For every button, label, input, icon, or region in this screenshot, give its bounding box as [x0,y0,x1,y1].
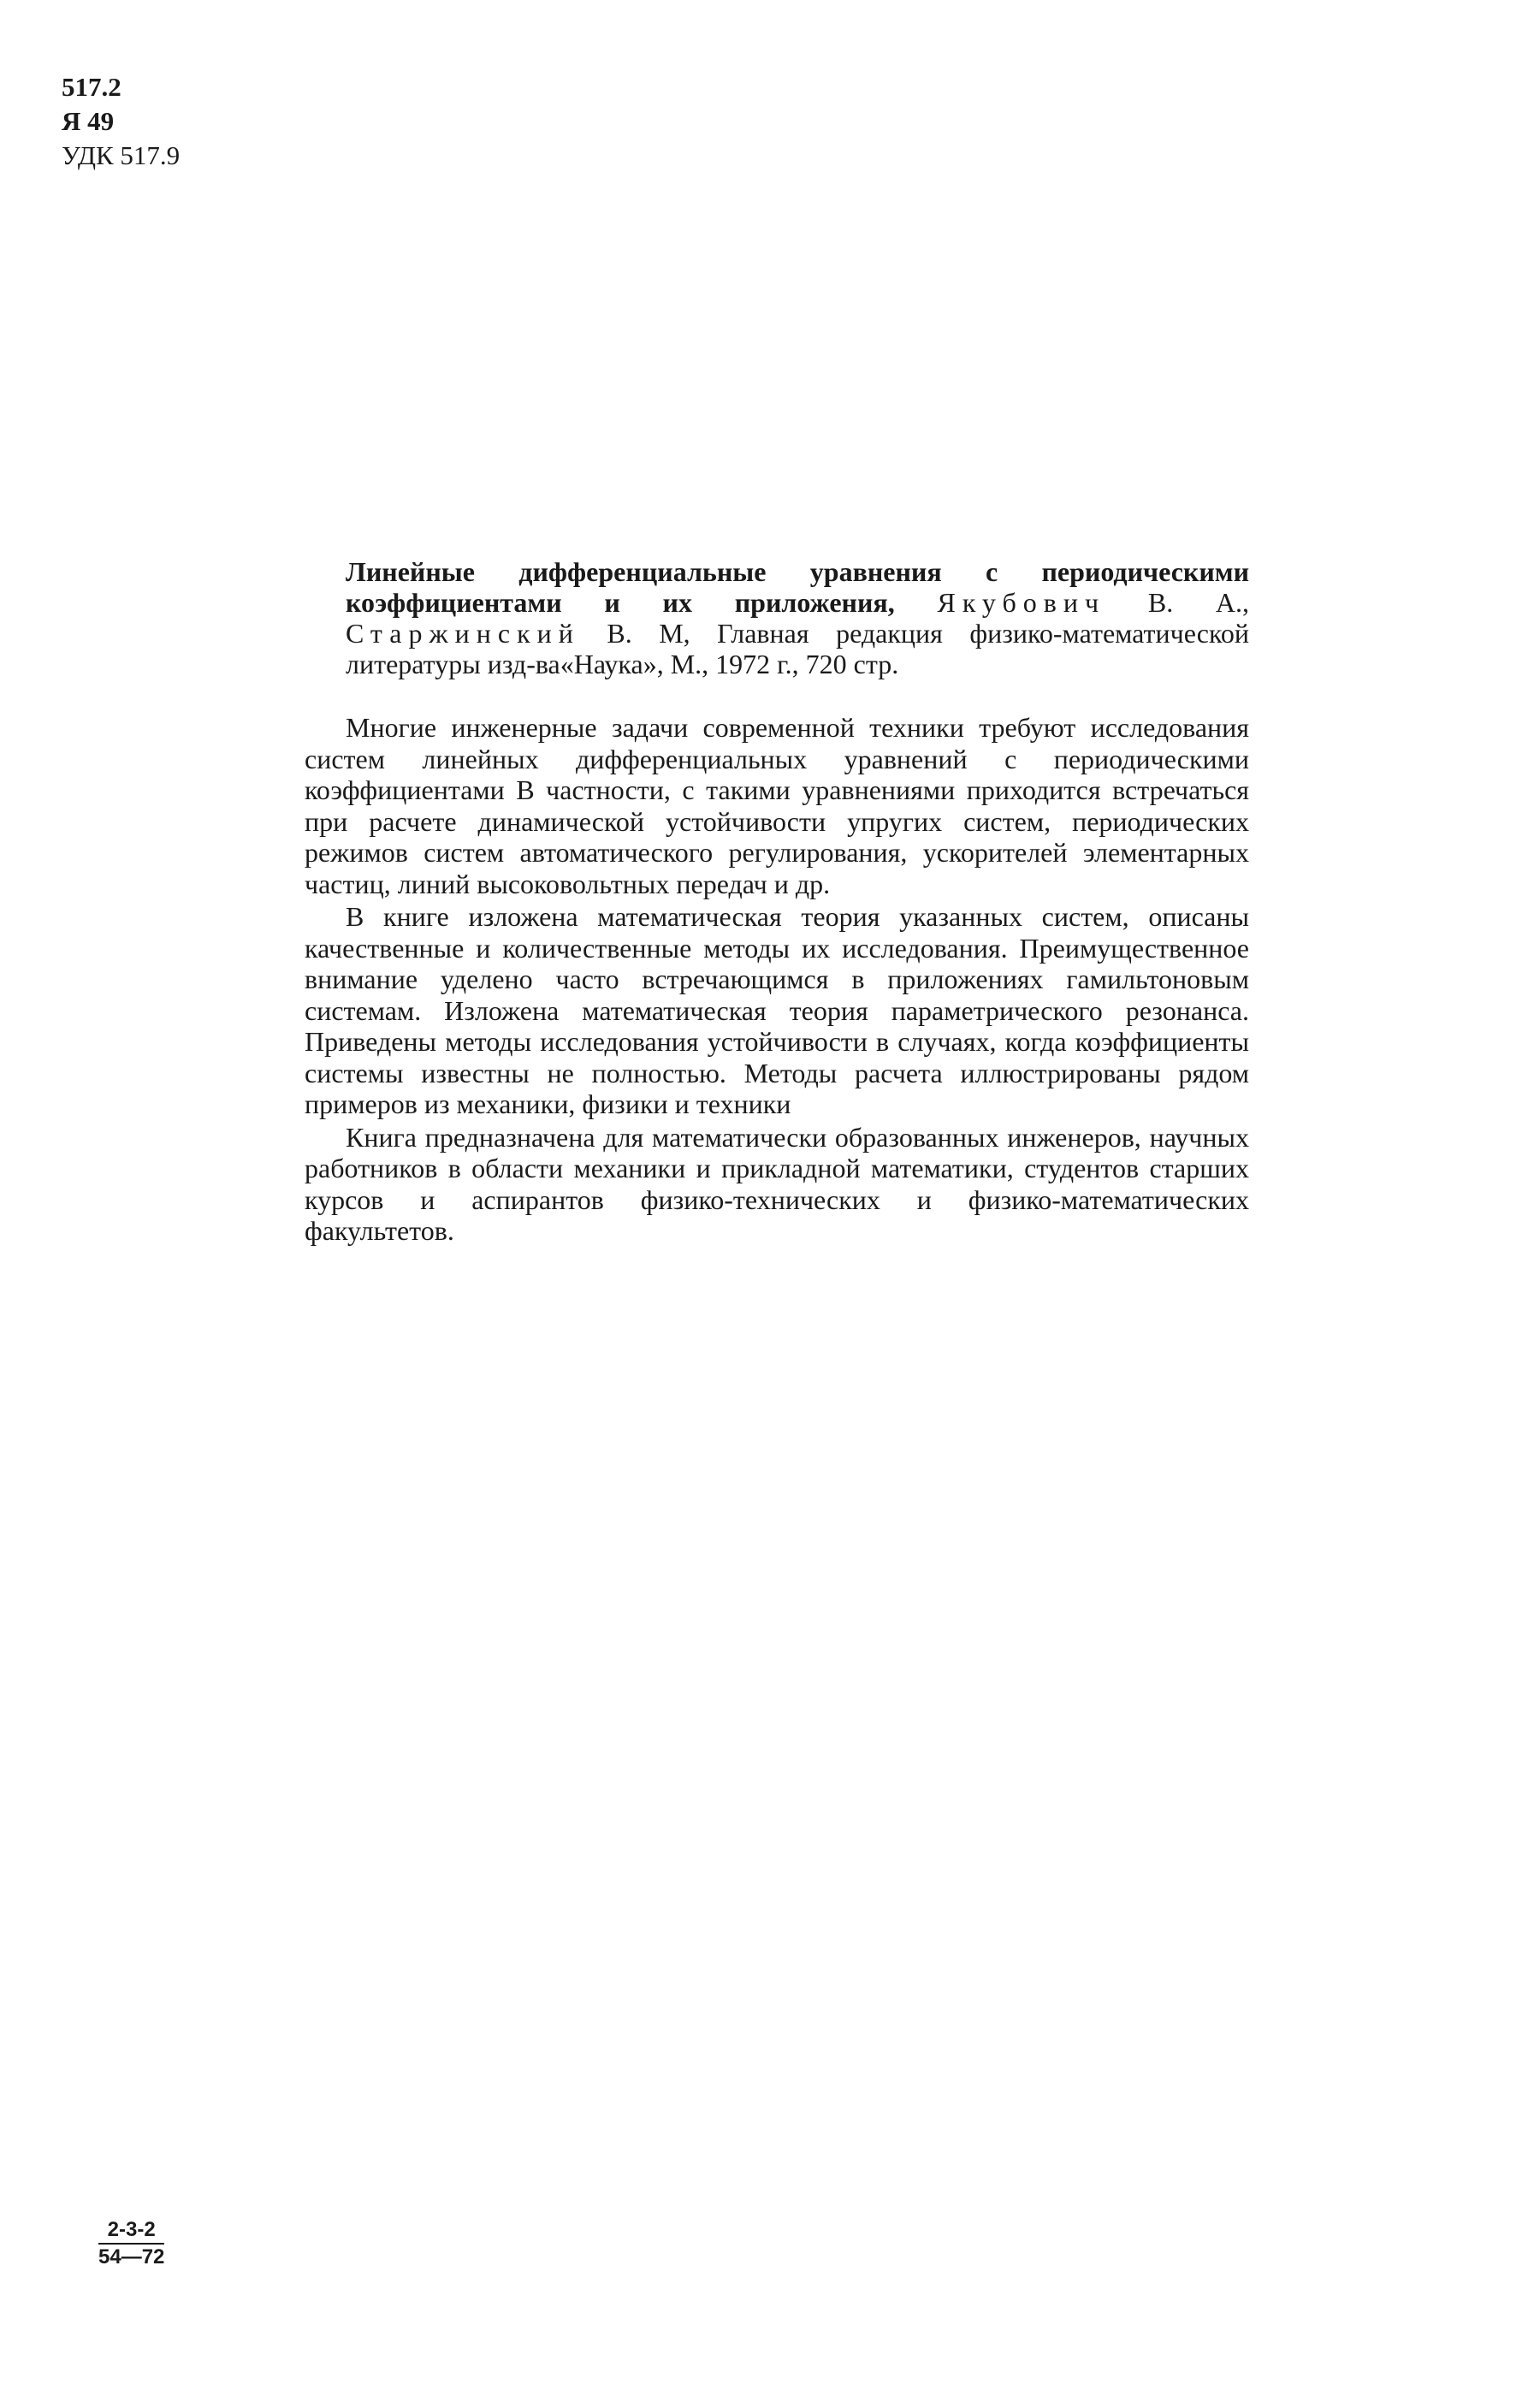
annotation-text [305,712,1249,1247]
udc-index: УДК 517.9 [62,140,181,170]
author-yakubovich: Якубович [937,587,1106,618]
author-cipher: Я 49 [62,106,115,136]
catalog-code-numerator: 2-3-2 [98,2218,164,2245]
annotation-paragraph: Книга предназначена для математически образованных инженеров, научных работников в области механики и прикладной математики, студентов старших курсов и аспирантов физико-технических и физико-математических факультетов. [305,1121,1249,1246]
author-yakubovich-initials: В. А., [1147,587,1250,618]
bibliographic-citation [346,556,1249,679]
catalog-code-denominator: 54—72 [98,2245,165,2268]
annotation-block [305,556,1250,1247]
publisher-info: Главная редакция физико-математической литературы изд-ва«Наука», М., 1972 г., 720 стр. [346,618,1250,679]
classification-block [62,70,180,173]
annotation-paragraph: В книге изложена математическая теория указанных систем, описаны качественные и количественные методы их исследования. Преимущественное внимание уделено часто встречающимся в приложениях гамильтоновым системам. Изложена математическая теория параметрического резонанса. Приведены методы исследования устойчивости в случаях, когда коэффициенты системы известны не полностью. Методы расчета иллюстрированы рядом примеров из механики, физики и техники [305,901,1249,1119]
catalog-code [98,2218,164,2269]
annotation-paragraph: Многие инженерные задачи современной техники требуют исследования систем линейных дифференциальных уравнений с периодическими коэффициентами В частности, с такими уравнениями приходится встречаться при расчете динамической устойчивости упругих систем, периодических режимов систем автоматического регулирования, ускорителей элементарных частиц, линий высоковольтных передач и др. [305,712,1249,899]
author-starzhinsky-initials: В. М, [607,618,690,649]
bbk-index: 517.2 [62,72,121,102]
author-starzhinsky: Старжинский [346,618,580,649]
book-title: Линейные дифференциальные уравнения с периодическими коэффициентами и их приложения, [346,556,1249,618]
